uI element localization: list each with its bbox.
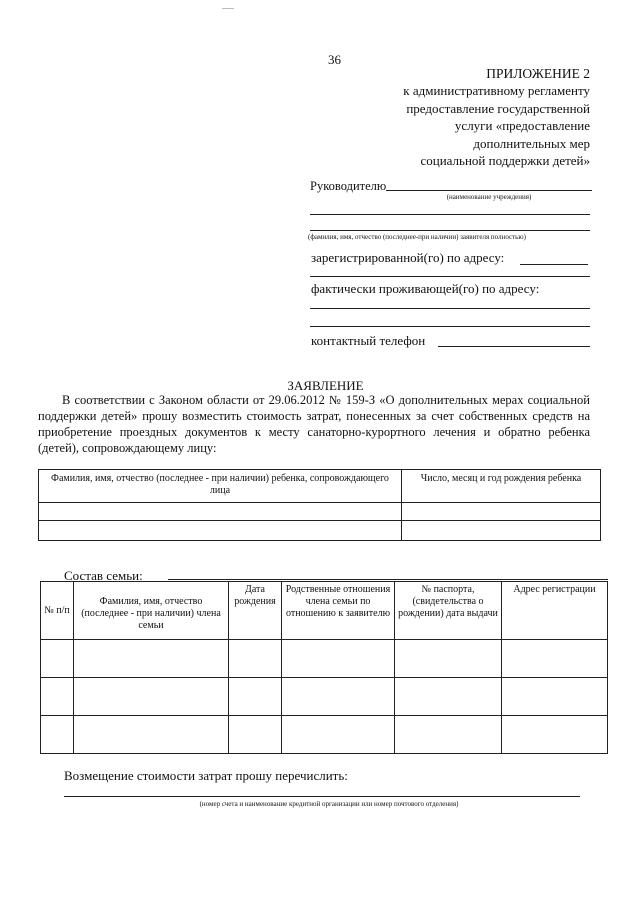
appendix-title: ПРИЛОЖЕНИЕ 2	[486, 66, 590, 81]
family-cell[interactable]	[74, 640, 229, 678]
child-birthdate-cell[interactable]	[402, 521, 601, 541]
family-cell[interactable]	[282, 716, 395, 754]
reimbursement-field[interactable]	[64, 796, 580, 797]
family-cell[interactable]	[502, 678, 608, 716]
family-header-name: Фамилия, имя, отчество (последнее - при наличии) члена семьи	[74, 582, 229, 640]
family-cell[interactable]	[41, 640, 74, 678]
family-header-num: № п/п	[41, 582, 74, 640]
scan-mark	[222, 8, 234, 9]
appendix-line: социальной поддержки детей»	[420, 153, 590, 168]
appendix-lines	[300, 82, 590, 170]
child-birthdate-header: Число, месяц и год рождения ребенка	[402, 470, 601, 503]
child-table	[38, 469, 601, 541]
family-cell[interactable]	[229, 640, 282, 678]
registered-field-2[interactable]	[310, 276, 590, 277]
family-cell[interactable]	[229, 678, 282, 716]
child-birthdate-cell[interactable]	[402, 503, 601, 521]
family-cell[interactable]	[395, 716, 502, 754]
family-title: Состав семьи:	[64, 568, 143, 583]
appendix-line: к административному регламенту	[403, 83, 590, 98]
family-cell[interactable]	[502, 640, 608, 678]
statement-body: В соответствии с Законом области от 29.06.2012 № 159-З «О дополнительных мерах социальной поддержки детей» прошу возместить стоимость затрат, понесенных за счет собственных средств на приобретение проездных документов к месту санаторно-курортного лечения и обратно ребенка (детей), сопровождающему лицу:	[38, 393, 590, 455]
actual-field-2[interactable]	[310, 326, 590, 327]
family-cell[interactable]	[74, 716, 229, 754]
page-number: 36	[328, 52, 341, 67]
reimbursement-hint: (номер счета и наименование кредитной организации или номер почтового отделения)	[199, 800, 459, 808]
family-table	[40, 581, 608, 754]
family-cell[interactable]	[282, 678, 395, 716]
family-header-birthdate: Дата рождения	[229, 582, 282, 640]
applicant-name-field-1[interactable]	[310, 214, 590, 215]
actual-field-1[interactable]	[310, 308, 590, 309]
appendix-line: услуги «предоставление	[454, 118, 590, 133]
family-header-address: Адрес регистрации	[502, 582, 608, 640]
applicant-name-field-2[interactable]	[310, 230, 590, 231]
child-name-cell[interactable]	[39, 521, 402, 541]
family-cell[interactable]	[74, 678, 229, 716]
family-cell[interactable]	[41, 678, 74, 716]
child-name-cell[interactable]	[39, 503, 402, 521]
family-cell[interactable]	[502, 716, 608, 754]
appendix-line: дополнительных мер	[473, 135, 590, 151]
family-cell[interactable]	[41, 716, 74, 754]
phone-field[interactable]	[438, 346, 590, 347]
phone-label: контактный телефон	[311, 333, 426, 348]
reimbursement-label: Возмещение стоимости затрат прошу перечислить:	[64, 768, 348, 783]
appendix-line: предоставление государственной	[406, 100, 590, 116]
family-top-rule	[168, 579, 608, 580]
registered-field-1[interactable]	[520, 264, 588, 265]
family-cell[interactable]	[229, 716, 282, 754]
institution-hint: (наименование учреждения)	[446, 193, 532, 201]
institution-field[interactable]	[386, 190, 592, 191]
head-label: Руководителю	[310, 179, 387, 193]
applicant-hint: (фамилия, имя, отчество (последнее-при наличии) заявителя полностью)	[308, 233, 526, 241]
family-cell[interactable]	[282, 640, 395, 678]
family-header-passport: № паспорта, (свидетельства о рождении) дата выдачи	[395, 582, 502, 640]
registered-label: зарегистрированной(го) по адресу:	[311, 250, 505, 265]
actual-label: фактически проживающей(го) по адресу:	[311, 281, 540, 296]
family-cell[interactable]	[395, 678, 502, 716]
family-header-relation: Родственные отношения члена семьи по отношению к заявителю	[282, 582, 395, 640]
statement-title-text: ЗАЯВЛЕНИЕ	[287, 378, 364, 393]
child-name-header: Фамилия, имя, отчество (последнее - при наличии) ребенка, сопровождающего лица	[39, 470, 402, 503]
family-cell[interactable]	[395, 640, 502, 678]
